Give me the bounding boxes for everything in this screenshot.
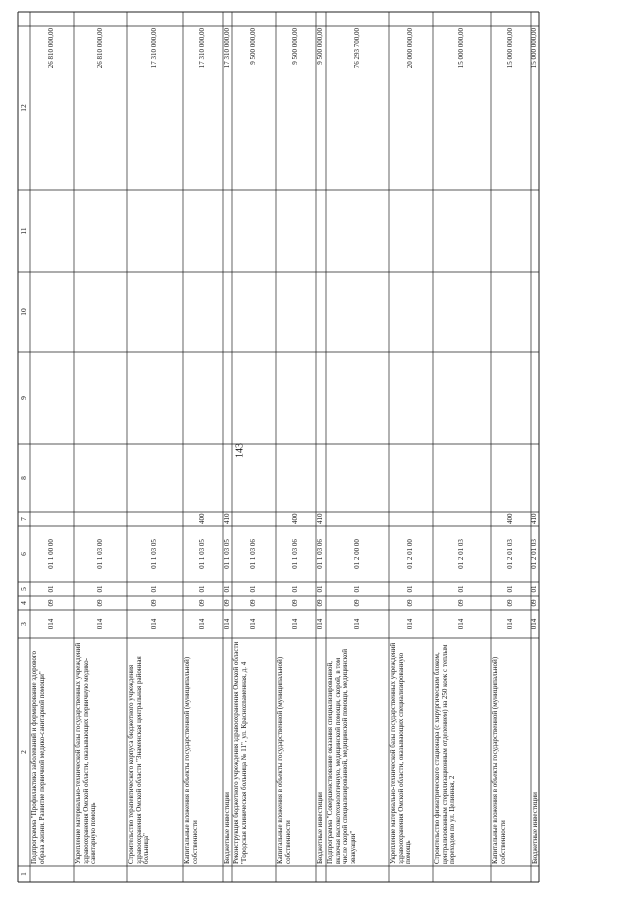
column-header [18, 596, 30, 610]
row-name-text: Строительство физиатрического стационара (с хирургическим блоком, централизованным стерилизационным отделением) на 250 коек с теплым переходом по ул. Целинная, 2 [433, 644, 457, 864]
row-target-article [531, 526, 539, 582]
row-section [326, 596, 389, 610]
row-name-text: Укрепление материально-технической базы государственных учреждений здравоохранения Омской области, оказывающих специализированную помощь [389, 642, 413, 864]
row-section-text: 09 [316, 599, 325, 607]
row-subsection [326, 582, 389, 596]
row-ministry-code-text: 014 [249, 618, 258, 630]
row-target-article [232, 526, 276, 582]
row-subsection [74, 582, 127, 596]
column-header [18, 526, 30, 582]
column-header-text [19, 0, 29, 26]
row-section [531, 596, 539, 610]
row-amount [389, 26, 433, 190]
row-section [183, 596, 223, 610]
row-subsection [223, 582, 232, 596]
row-ministry-code [183, 610, 223, 638]
row-name [127, 638, 183, 866]
row-expense-type [223, 512, 232, 526]
row-expense-type-text: 400 [506, 513, 515, 524]
row-target-article-text: 01 2 01 03 [457, 539, 466, 569]
row-target-article-text: 01 1 03 05 [198, 539, 207, 569]
row-target-article [74, 526, 127, 582]
row-ministry-code-text: 014 [47, 618, 56, 630]
row-ministry-code [433, 610, 491, 638]
row-name [223, 638, 232, 866]
column-header-text: 12 [18, 104, 28, 112]
row-subsection-text: 01 [222, 585, 231, 593]
row-amount-text: 76 293 700,00 [352, 28, 361, 69]
column-header-text: 1 [18, 872, 28, 876]
row-target-article [183, 526, 223, 582]
column-header-text: 8 [18, 476, 28, 480]
row-section [74, 596, 127, 610]
row-section-text: 09 [198, 599, 207, 607]
row-ministry-code-text: 014 [457, 618, 466, 630]
row-section-text: 09 [506, 599, 515, 607]
row-name [276, 638, 316, 866]
row-target-article-text: 01 1 03 05 [150, 539, 159, 569]
row-section [223, 596, 232, 610]
row-name-text: Капитальные вложения в объекты государственной (муниципальной) собственности [183, 656, 199, 864]
row-ministry-code [316, 610, 326, 638]
row-expense-type-text: 410 [530, 513, 539, 524]
budget-table [18, 12, 596, 882]
row-ministry-code-text: 014 [291, 618, 300, 630]
row-subsection-text: 01 [352, 585, 361, 593]
row-name-text: Капитальные вложения в объекты государственной (муниципальной) собственности [491, 656, 507, 864]
column-header [18, 272, 30, 352]
row-subsection [316, 582, 326, 596]
row-target-article [127, 526, 183, 582]
row-amount [491, 26, 531, 190]
row-section-text: 09 [249, 599, 258, 607]
row-subsection-text: 01 [506, 585, 515, 593]
row-expense-type-text [100, 512, 102, 526]
row-expense-type-text: 400 [198, 513, 207, 524]
row-name-text: Строительство терапевтического корпуса бюджетного учреждения здравоохранения Омской области "Знаменская центральная районная больница" [127, 656, 151, 864]
row-ministry-code [389, 610, 433, 638]
row-expense-type [531, 512, 539, 526]
row-target-article [223, 526, 232, 582]
column-header [18, 444, 30, 512]
row-name-text: Подпрограмма "Совершенствование оказания специализированной, включая высокотехнологичную, медицинской помощи, скорой, в том числе скорой специализированной, медицинской помощи, медицинской эвакуации" [326, 648, 358, 864]
row-subsection-text: 01 [249, 585, 258, 593]
row-section [491, 596, 531, 610]
row-expense-type-text [51, 512, 53, 526]
column-header [18, 866, 30, 882]
row-expense-type [30, 512, 74, 526]
row-target-article [316, 526, 326, 582]
row-target-article-text: 01 2 01 03 [530, 539, 539, 569]
row-expense-type [232, 512, 276, 526]
row-section [389, 596, 433, 610]
row-section-text: 09 [150, 599, 159, 607]
row-expense-type [326, 512, 389, 526]
row-ministry-code-text: 014 [150, 618, 159, 630]
row-subsection-text: 01 [316, 585, 325, 593]
row-expense-type [491, 512, 531, 526]
row-expense-type [74, 512, 127, 526]
row-ministry-code-text: 014 [316, 618, 325, 630]
column-header-text: 6 [18, 552, 28, 556]
row-subsection [183, 582, 223, 596]
row-name-text: Укрепление материально-технической базы государственных учреждений здравоохранения Омской области, оказывающих первичную медико-санитарную помощь [74, 642, 98, 864]
column-header-text: 9 [18, 396, 28, 400]
row-subsection-text: 01 [47, 585, 56, 593]
row-section-text: 09 [530, 599, 539, 607]
row-ministry-code [531, 610, 539, 638]
row-amount-text: 26 810 000,00 [95, 28, 104, 69]
row-name-text: Бюджетные инвестиции [531, 792, 539, 864]
row-amount-text: 9 500 000,00 [316, 28, 325, 65]
row-amount [127, 26, 183, 190]
row-amount-text: 20 000 000,00 [406, 28, 415, 69]
row-section-text: 09 [457, 599, 466, 607]
row-target-article [433, 526, 491, 582]
row-section-text: 09 [47, 599, 56, 607]
row-amount [531, 26, 539, 190]
row-name [433, 638, 491, 866]
row-expense-type [127, 512, 183, 526]
row-expense-type-text [410, 512, 412, 526]
row-target-article [276, 526, 316, 582]
row-subsection-text: 01 [95, 585, 104, 593]
row-amount [223, 26, 232, 190]
column-header-text: 5 [18, 587, 28, 591]
row-expense-type-text [154, 512, 156, 526]
row-expense-type-text [461, 512, 463, 526]
row-target-article [389, 526, 433, 582]
row-subsection [276, 582, 316, 596]
row-target-article-text: 01 1 03 06 [291, 539, 300, 569]
row-subsection-text: 01 [291, 585, 300, 593]
row-name-text: Бюджетные инвестиции [316, 792, 324, 864]
row-name [30, 638, 74, 866]
row-amount-text: 17 310 000,00 [198, 28, 207, 69]
row-expense-type-text [357, 512, 359, 526]
column-header-text: 7 [18, 517, 28, 521]
row-subsection [491, 582, 531, 596]
column-header [18, 190, 30, 272]
row-target-article-text: 01 1 03 06 [316, 539, 325, 569]
row-expense-type [276, 512, 316, 526]
column-header-text: 4 [18, 601, 28, 605]
row-target-article [491, 526, 531, 582]
row-expense-type-text [253, 512, 255, 526]
row-ministry-code-text: 014 [198, 618, 207, 630]
column-header-text: 3 [18, 622, 28, 626]
row-section [127, 596, 183, 610]
row-ministry-code-text: 014 [352, 618, 361, 630]
column-header-text: 2 [18, 750, 28, 754]
row-subsection-text: 01 [150, 585, 159, 593]
row-subsection [232, 582, 276, 596]
row-amount-text: 15 000 000,00 [530, 28, 539, 69]
row-amount-text: 17 310 000,00 [222, 28, 231, 69]
row-target-article [326, 526, 389, 582]
row-amount-text: 26 810 000,00 [47, 28, 56, 69]
row-section-text: 09 [291, 599, 300, 607]
row-amount-text: 9 500 000,00 [291, 28, 300, 65]
column-header [18, 512, 30, 526]
column-header [18, 610, 30, 638]
row-target-article-text: 01 1 00 00 [47, 539, 56, 569]
row-ministry-code [127, 610, 183, 638]
row-expense-type [183, 512, 223, 526]
row-name [183, 638, 223, 866]
row-name [74, 638, 127, 866]
row-subsection [433, 582, 491, 596]
row-ministry-code-text: 014 [95, 618, 104, 630]
row-amount-text: 17 310 000,00 [150, 28, 159, 69]
row-section [232, 596, 276, 610]
row-section [316, 596, 326, 610]
row-ministry-code [30, 610, 74, 638]
row-ministry-code-text: 014 [506, 618, 515, 630]
row-name [531, 638, 539, 866]
row-section-text: 09 [222, 599, 231, 607]
row-subsection-text: 01 [457, 585, 466, 593]
row-expense-type [433, 512, 491, 526]
row-target-article-text: 01 1 03 05 [222, 539, 231, 569]
row-subsection [30, 582, 74, 596]
row-expense-type-text: 410 [316, 513, 325, 524]
row-section [276, 596, 316, 610]
row-name-text: Реконструкция бюджетного учреждения здравоохранения Омской области "Городская клиническая больница № 11", ул. Красноznаменная, д. 4 [232, 641, 248, 864]
row-name-text: Бюджетные инвестиции [223, 792, 231, 864]
row-ministry-code [326, 610, 389, 638]
row-ministry-code [276, 610, 316, 638]
row-name [326, 638, 389, 866]
row-amount [433, 26, 491, 190]
row-expense-type [389, 512, 433, 526]
row-ministry-code-text: 014 [222, 618, 231, 630]
row-amount [232, 26, 276, 190]
row-target-article-text: 01 1 03 00 [95, 539, 104, 569]
row-name [389, 638, 433, 866]
row-section-text: 09 [406, 599, 415, 607]
column-header [18, 0, 30, 26]
row-amount [30, 26, 74, 190]
row-name [232, 638, 276, 866]
row-amount [276, 26, 316, 190]
column-header [18, 26, 30, 190]
row-ministry-code-text: 014 [530, 618, 539, 630]
row-amount [183, 26, 223, 190]
row-expense-type-text: 400 [291, 513, 300, 524]
row-section [30, 596, 74, 610]
row-target-article-text: 01 2 01 00 [406, 539, 415, 569]
row-section-text: 09 [95, 599, 104, 607]
page-number: 143 [234, 443, 246, 458]
row-amount-text: 15 000 000,00 [506, 28, 515, 69]
row-name [491, 638, 531, 866]
column-header-text: 11 [18, 227, 28, 235]
row-expense-type-text: 410 [222, 513, 231, 524]
row-amount-text: 9 500 000,00 [249, 28, 258, 65]
row-subsection [389, 582, 433, 596]
row-subsection-text: 01 [198, 585, 207, 593]
row-subsection-text: 01 [530, 585, 539, 593]
row-amount [316, 26, 326, 190]
row-name-text: Подпрограмма "Профилактика заболеваний и формирование здорового образа жизни. Развитие первичной медико-санитарной помощи" [30, 650, 46, 864]
row-ministry-code-text: 014 [406, 618, 415, 630]
column-header [18, 352, 30, 444]
row-ministry-code [74, 610, 127, 638]
row-name-text: Капитальные вложения в объекты государственной (муниципальной) собственности [276, 656, 292, 864]
row-subsection [127, 582, 183, 596]
column-header-text: 10 [18, 308, 28, 316]
row-section-text: 09 [352, 599, 361, 607]
row-ministry-code [232, 610, 276, 638]
row-amount [326, 26, 389, 190]
row-section [433, 596, 491, 610]
row-name [316, 638, 326, 866]
row-target-article-text: 01 1 03 06 [249, 539, 258, 569]
row-target-article-text: 01 2 00 00 [352, 539, 361, 569]
row-expense-type [316, 512, 326, 526]
row-target-article [30, 526, 74, 582]
row-subsection-text: 01 [406, 585, 415, 593]
row-subsection [531, 582, 539, 596]
column-header [18, 638, 30, 866]
row-ministry-code [491, 610, 531, 638]
row-target-article-text: 01 2 01 03 [506, 539, 515, 569]
row-amount-text: 15 000 000,00 [457, 28, 466, 69]
row-amount [74, 26, 127, 190]
column-header [18, 582, 30, 596]
row-ministry-code [223, 610, 232, 638]
